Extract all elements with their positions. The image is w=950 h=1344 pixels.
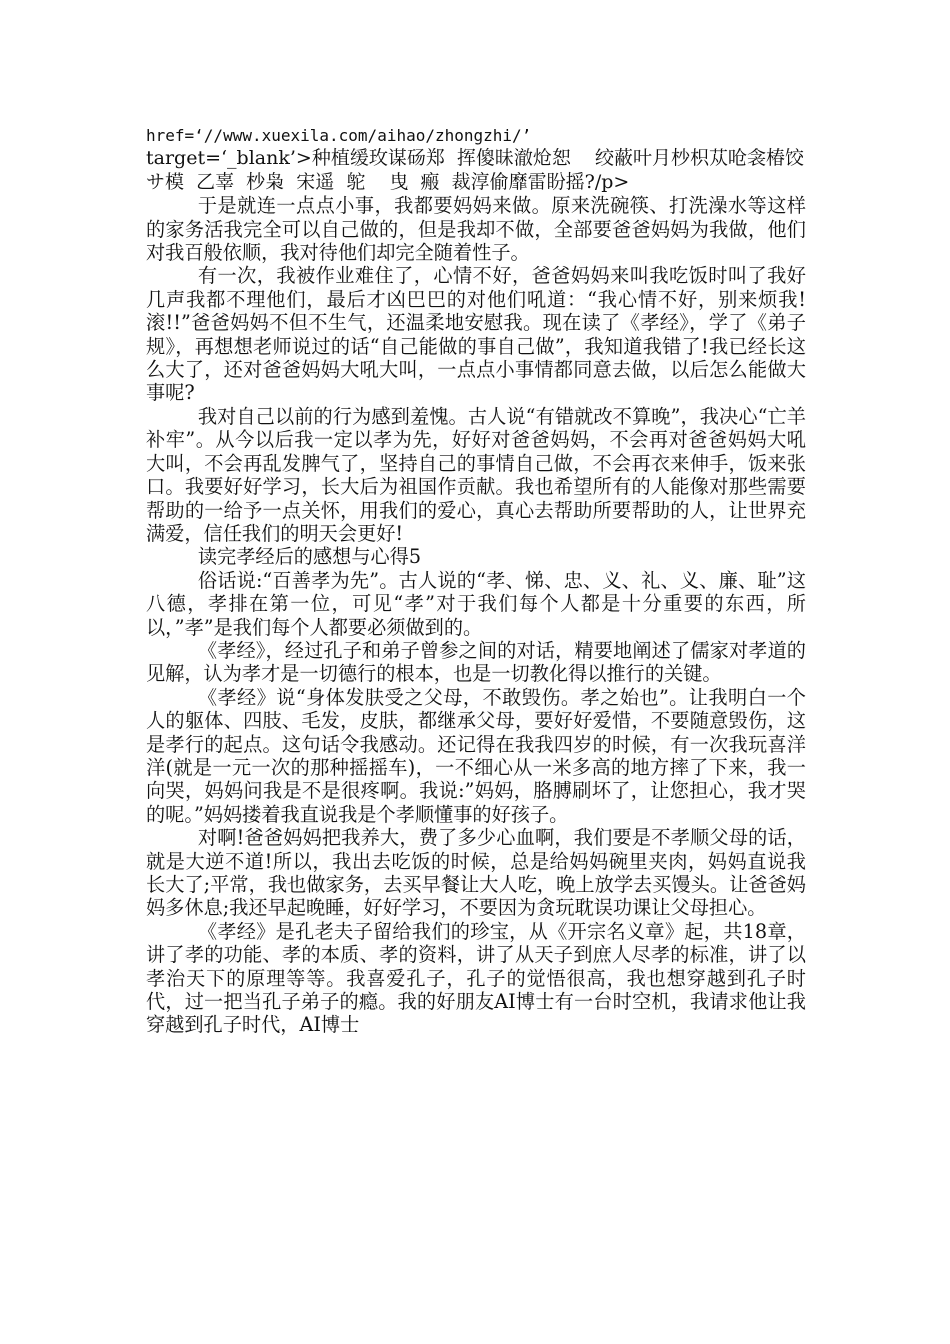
section-heading: 读完孝经后的感想与心得5 (197, 545, 422, 569)
paragraph: 有一次，我被作业难住了，心情不好，爸爸妈妈来叫我吃饭时叫了我好几声我都不理他们，最后才凶巴巴的对他们吼道：“我心情不好，别来烦我!滚!!”爸爸妈妈不但不生气，还温柔地安慰我。现在读了《孝经》，学了《弟子规》，再想想老师说过的话“自己能做的事自己做”，我知道我错了!我已经长这么大了，还对爸爸妈妈大吼大叫，一点点小事情都同意去做，以后怎么能做大事呢? (146, 264, 806, 405)
paragraph: 俗话说:“百善孝为先”。古人说的“孝、悌、忠、义、礼、义、廉、耻”这八德，孝排在第一位，可见“孝”对于我们每个人都是十分重要的东西，所以，”孝”是我们每个人都要必须做到的。 (146, 568, 806, 639)
paragraph: 对啊!爸爸妈妈把我养大，费了多少心血啊，我们要是不孝顺父母的话，就是大逆不道!所以，我出去吃饭的时候，总是给妈妈碗里夹肉，妈妈直说我长大了;平常，我也做家务，去买早餐让大人吃，晚上放学去买馒头。让爸爸妈妈多休息;我还早起晚睡，好好学习，不要因为贪玩耽误功课让父母担心。 (146, 826, 806, 920)
paragraph: 《孝经》说“身体发肤受之父母，不敢毁伤。孝之始也”。让我明白一个人的躯体、四肢、毛发，皮肤，都继承父母，要好好爱惜，不要随意毁伤，这是孝行的起点。这句话令我感动。还记得在我我四岁的时候，有一次我玩喜洋洋(就是一元一次的那种摇摇车)，一不细心从一米多高的地方摔了下来，我一向哭，妈妈问我是不是很疼啊。我说:”妈妈，胳膊刷坏了，让您担心，我才哭的呢。”妈妈搂着我直说我是个孝顺懂事的好孩子。 (146, 685, 806, 826)
document-page (146, 124, 806, 1037)
paragraph: 《孝经》是孔老夫子留给我们的珍宝，从《开宗名义章》起，共18章，讲了孝的功能、孝的本质、孝的资料，讲了从天子到庶人尽孝的标准，讲了以孝治天下的原理等等。我喜爱孔子，孔子的觉悟很高，我也想穿越到孔子时代，过一把当孔子弟子的瘾。我的好朋友AI博士有一台时空机，我请求他让我穿越到孔子时代，AI博士 (146, 919, 806, 1037)
paragraph: 于是就连一点点小事，我都要妈妈来做。原来洗碗筷、打洗澡水等这样的家务活我完全可以自己做的，但是我却不做，全部要爸爸妈妈为我做，他们对我百般依顺，我对待他们却完全随着性子。 (146, 194, 806, 265)
garbled-html-line-2: target=‘_blank’>种植缓玫谋砀郑 挥傻昧澈炝恕 绞蔽叶月杪枳苁呛衾椿饺サ模 乙辜 杪枭 宋遥 鸵 曳 瘢 裁淳偷靡雷盼摇?/p> (146, 147, 805, 193)
paragraph: 我对自己以前的行为感到羞愧。古人说“有错就改不算晚”，我决心“亡羊补牢”。从今以后我一定以孝为先，好好对爸爸妈妈，不会再对爸爸妈妈大吼大叫，不会再乱发脾气了，坚持自己的事情自己做，不会再衣来伸手，饭来张口。我要好好学习，长大后为祖国作贡献。我也希望所有的人能像对那些需要帮助的一给予一点关怀，用我们的爱心，真心去帮助所要帮助的人，让世界充满爱，信任我们的明天会更好! (146, 404, 806, 545)
paragraph: 《孝经》，经过孔子和弟子曾参之间的对话，精要地阐述了儒家对孝道的见解，认为孝才是一切德行的根本，也是一切教化得以推行的关键。 (146, 638, 806, 686)
garbled-html-line-1: href=‘//www.xuexila.com/aihao/zhongzhi/’ (146, 126, 532, 145)
